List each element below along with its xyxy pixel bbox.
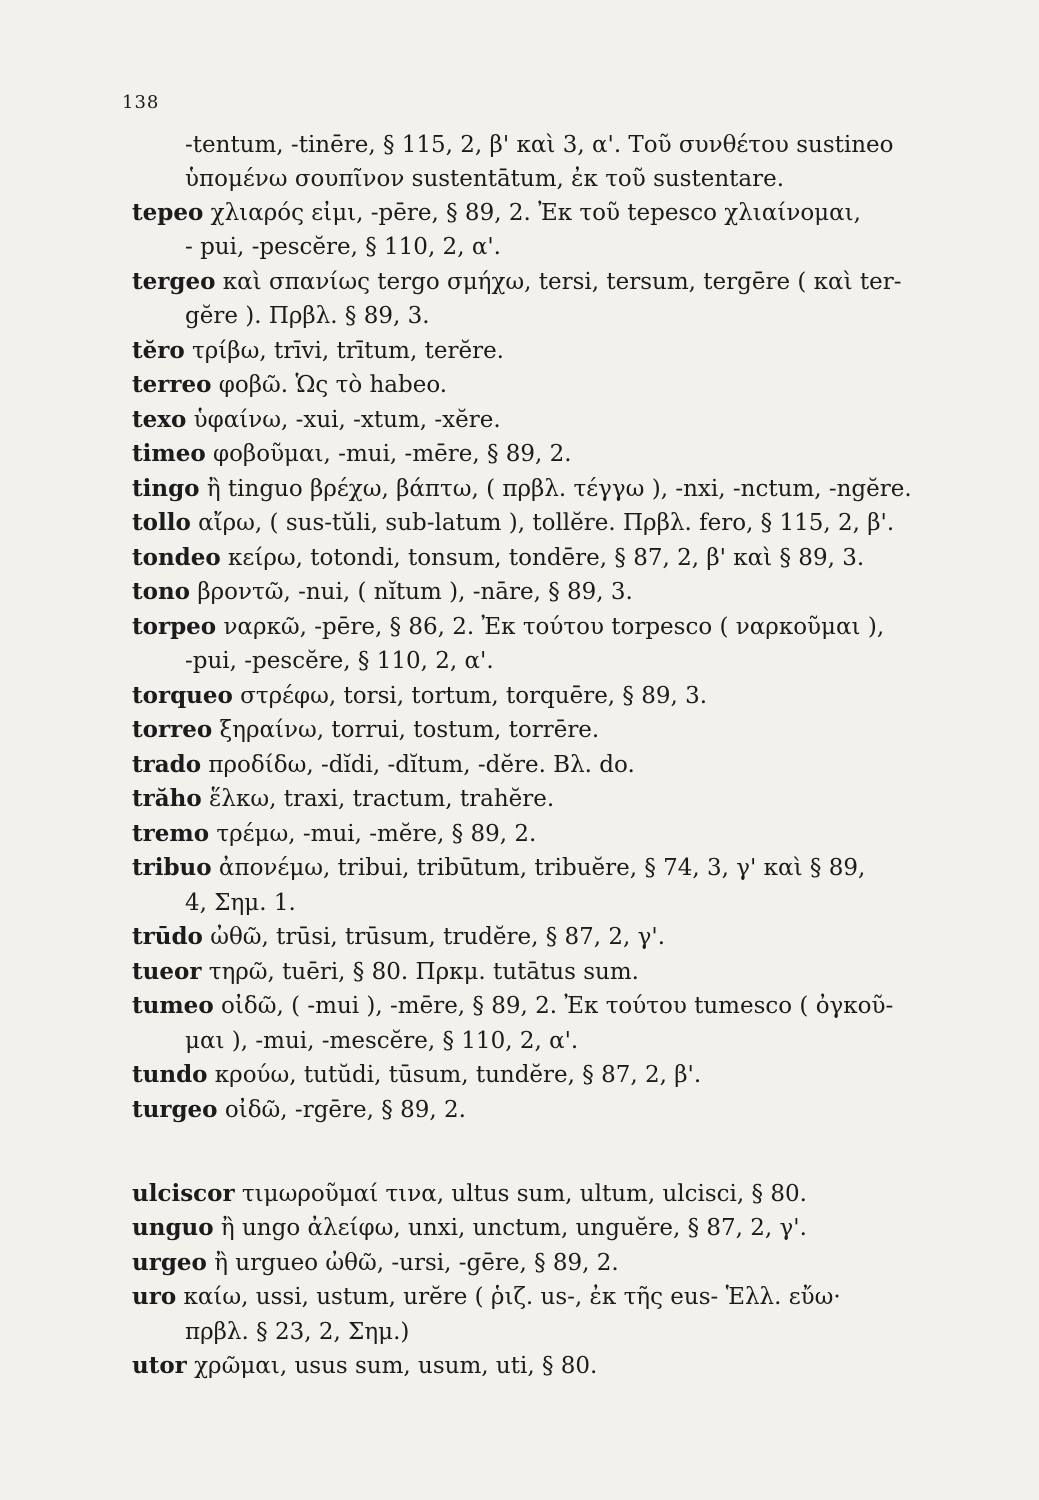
entry-text: οἰδῶ, ( -mui ), -mēre, § 89, 2. Ἐκ τούτου tumesco ( ὀγκοῦ- bbox=[213, 993, 894, 1019]
entry-line bbox=[132, 267, 902, 297]
headword: tundo bbox=[132, 1061, 208, 1088]
headword: texo bbox=[132, 406, 187, 433]
entry-line bbox=[132, 405, 501, 435]
entry-line bbox=[132, 370, 447, 400]
entry-text: ὑφαίνω, -xui, -xtum, -xĕre. bbox=[186, 407, 501, 433]
entry-text: ἢ ungo ἀλείφω, unxi, unctum, unguĕre, § 87, 2, γ'. bbox=[213, 1215, 807, 1241]
entry-text: βροντῶ, -nui, ( nĭtum ), -nāre, § 89, 3. bbox=[190, 579, 633, 605]
entry-line bbox=[132, 922, 665, 952]
entry-text: χλιαρός εἰμι, -pēre, § 89, 2. Ἐκ τοῦ tepesco χλιαίνομαι, bbox=[203, 200, 861, 226]
entry-text: κείρω, totondi, tonsum, tondēre, § 87, 2, β' καὶ § 89, 3. bbox=[220, 545, 865, 571]
entry-text: ἕλκω, traxi, tractum, trahĕre. bbox=[201, 786, 555, 812]
headword: unguo bbox=[132, 1214, 214, 1241]
headword: torreo bbox=[132, 716, 213, 743]
headword: trăho bbox=[132, 785, 202, 812]
entry-text: τρέμω, -mui, -mĕre, § 89, 2. bbox=[209, 821, 537, 847]
headword: trūdo bbox=[132, 923, 203, 950]
entry-text: ἢ urgueo ὠθῶ, -ursi, -gēre, § 89, 2. bbox=[206, 1250, 619, 1276]
headword: torqueo bbox=[132, 682, 233, 709]
entry-text: τιμωροῦμαί τινα, ultus sum, ultum, ulcisci, § 80. bbox=[234, 1181, 807, 1207]
entry-line bbox=[132, 819, 536, 849]
entry-line bbox=[132, 784, 554, 814]
entry-line bbox=[132, 1213, 807, 1243]
headword: urgeo bbox=[132, 1249, 207, 1276]
entry-line bbox=[132, 1060, 701, 1090]
entry-line bbox=[132, 1179, 807, 1209]
entry-line bbox=[132, 1351, 597, 1381]
entry-text: τρίβω, trīvi, trītum, terĕre. bbox=[184, 338, 504, 364]
entry-text: χρῶμαι, usus sum, usum, uti, § 80. bbox=[186, 1353, 598, 1379]
entry-text: gĕre ). Πρβλ. § 89, 3. bbox=[185, 303, 430, 329]
entry-text: -pui, -pescĕre, § 110, 2, α'. bbox=[185, 648, 494, 674]
entry-text: 4, Σημ. 1. bbox=[185, 890, 296, 916]
entry-text: καίω, ussi, ustum, urĕre ( ῥιζ. us-, ἐκ τῆς eus- Ἑλλ. εὔω· bbox=[176, 1284, 841, 1310]
entry-text: στρέφω, torsi, tortum, torquēre, § 89, 3. bbox=[232, 683, 708, 709]
entry-line bbox=[185, 232, 501, 262]
entry-line bbox=[132, 474, 912, 504]
entry-line bbox=[132, 612, 884, 642]
entry-line bbox=[132, 715, 599, 745]
entry-text: ξηραίνω, torrui, tostum, torrēre. bbox=[212, 717, 600, 743]
page-number: 138 bbox=[122, 92, 160, 113]
entry-text: οἰδῶ, -rgēre, § 89, 2. bbox=[217, 1097, 466, 1123]
headword: tono bbox=[132, 578, 191, 605]
entry-line bbox=[132, 439, 572, 469]
entry-text: -tentum, -tinēre, § 115, 2, β' καὶ 3, α'. Τοῦ συνθέτου sustineo bbox=[185, 132, 894, 158]
headword: tingo bbox=[132, 475, 200, 502]
headword: turgeo bbox=[132, 1096, 218, 1123]
headword: uro bbox=[132, 1283, 177, 1310]
entry-text: μαι ), -mui, -mescĕre, § 110, 2, α'. bbox=[185, 1028, 579, 1054]
entry-line bbox=[185, 164, 784, 194]
entry-text: ἢ tinguo βρέχω, βάπτω, ( πρβλ. τέγγω ), -nxi, -nctum, -ngĕre. bbox=[199, 476, 912, 502]
entry-line bbox=[185, 888, 296, 918]
headword: tondeo bbox=[132, 544, 221, 571]
headword: tremo bbox=[132, 820, 210, 847]
entry-text: πρβλ. § 23, 2, Σημ.) bbox=[185, 1319, 410, 1345]
entry-text: προδίδω, -dĭdi, -dĭtum, -dĕre. Βλ. do. bbox=[201, 752, 635, 778]
entry-text: τηρῶ, tuēri, § 80. Πρκμ. tutātus sum. bbox=[201, 959, 639, 985]
headword: terreo bbox=[132, 371, 212, 398]
entry-text: αἴρω, ( sus-tŭli, sub-latum ), tollĕre. Πρβλ. fero, § 115, 2, β'. bbox=[190, 510, 895, 536]
entry-line bbox=[132, 543, 864, 573]
entry-line bbox=[185, 1026, 578, 1056]
headword: tergeo bbox=[132, 268, 216, 295]
entry-line bbox=[132, 957, 639, 987]
headword: ulciscor bbox=[132, 1180, 235, 1207]
headword: torpeo bbox=[132, 613, 217, 640]
entry-text: ὑπομένω σουπῖνον sustentātum, ἐκ τοῦ sustentare. bbox=[185, 166, 785, 192]
entry-line bbox=[132, 1095, 466, 1125]
headword: tĕro bbox=[132, 337, 185, 364]
entry-line bbox=[185, 301, 430, 331]
entry-line bbox=[185, 1317, 409, 1347]
entry-line bbox=[132, 1282, 841, 1312]
entry-line bbox=[185, 646, 494, 676]
entry-text: ὠθῶ, trūsi, trūsum, trudĕre, § 87, 2, γ'. bbox=[202, 924, 666, 950]
headword: tepeo bbox=[132, 199, 204, 226]
entry-line bbox=[132, 681, 707, 711]
headword: timeo bbox=[132, 440, 206, 467]
entry-text: ναρκῶ, -pēre, § 86, 2. Ἐκ τούτου torpesco ( ναρκοῦμαι ), bbox=[216, 614, 885, 640]
headword: tueor bbox=[132, 958, 202, 985]
entry-line bbox=[132, 508, 894, 538]
entry-text: ἀπονέμω, tribui, tribūtum, tribuĕre, § 74, 3, γ' καὶ § 89, bbox=[211, 855, 866, 881]
entry-line bbox=[132, 750, 635, 780]
headword: tumeo bbox=[132, 992, 214, 1019]
entry-text: φοβῶ. Ὡς τὸ habeo. bbox=[211, 372, 448, 398]
entry-line bbox=[132, 198, 861, 228]
headword: trado bbox=[132, 751, 202, 778]
headword: tollo bbox=[132, 509, 191, 536]
entry-line bbox=[132, 336, 504, 366]
headword: utor bbox=[132, 1352, 187, 1379]
entry-line bbox=[132, 1248, 619, 1278]
entry-line bbox=[185, 130, 894, 160]
headword: tribuo bbox=[132, 854, 212, 881]
entry-text: καὶ σπανίως tergo σμήχω, tersi, tersum, tergēre ( καὶ ter- bbox=[215, 269, 902, 295]
entry-line bbox=[132, 991, 893, 1021]
entry-line bbox=[132, 577, 633, 607]
entry-text: - pui, -pescĕre, § 110, 2, α'. bbox=[185, 234, 501, 260]
entry-text: φοβοῦμαι, -mui, -mēre, § 89, 2. bbox=[205, 441, 572, 467]
entry-line bbox=[132, 853, 865, 883]
entry-text: κρούω, tutŭdi, tūsum, tundĕre, § 87, 2, β'. bbox=[207, 1062, 702, 1088]
